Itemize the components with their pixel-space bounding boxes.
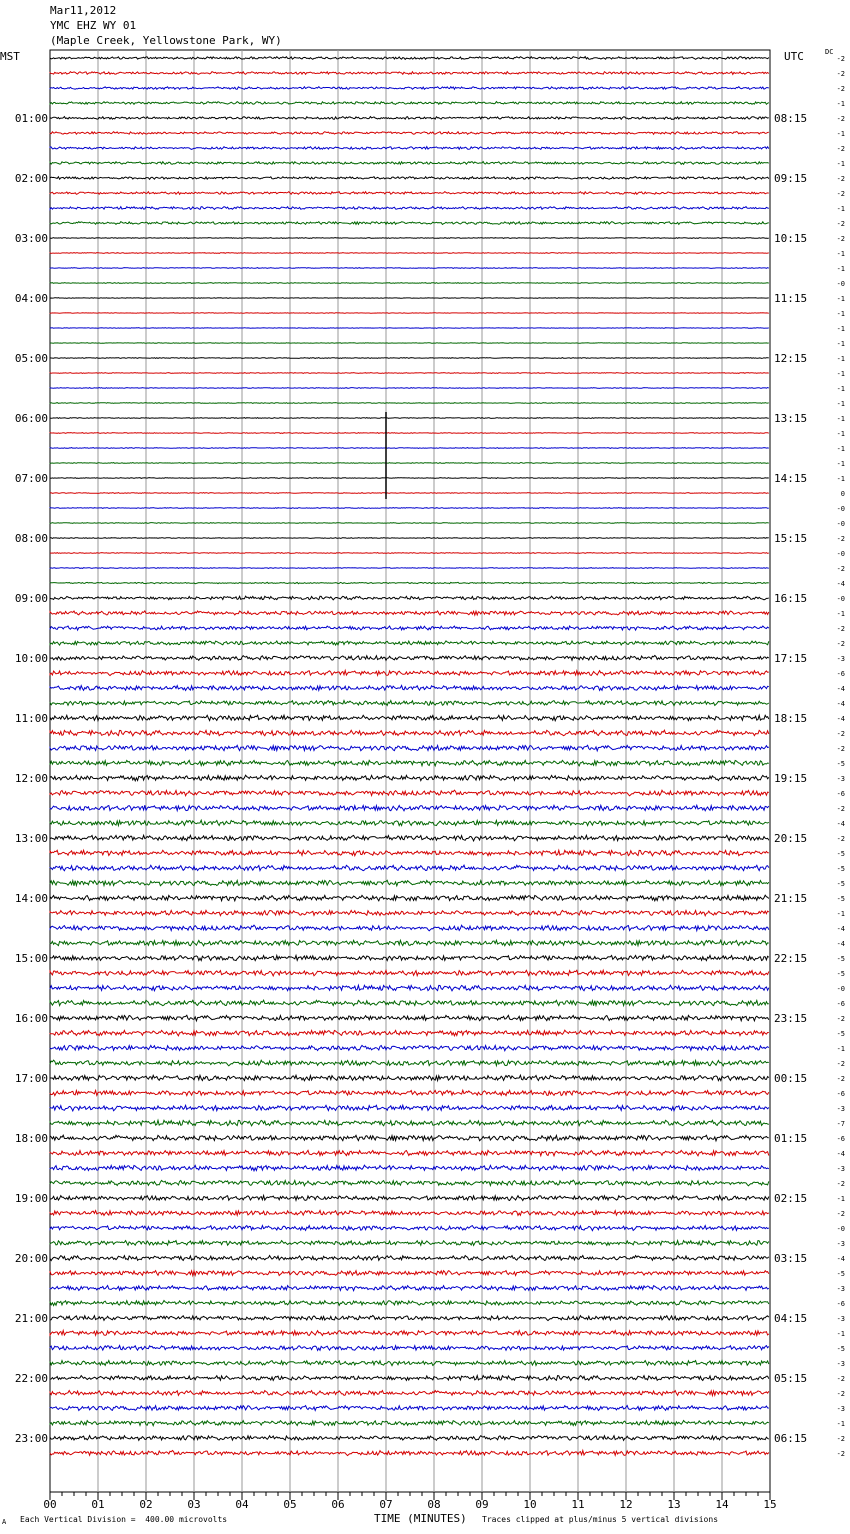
dc-offset-label: -3 bbox=[836, 1165, 845, 1173]
seismic-trace bbox=[50, 57, 769, 60]
dc-offset-label: -6 bbox=[836, 790, 845, 798]
seismic-trace bbox=[50, 538, 769, 539]
seismic-trace bbox=[50, 1150, 769, 1155]
left-hour-label: 02:00 bbox=[14, 172, 48, 185]
dc-offset-label: -3 bbox=[836, 775, 845, 783]
dc-offset-label: -1 bbox=[836, 160, 845, 168]
seismic-trace bbox=[50, 1135, 769, 1141]
x-tick-label: 14 bbox=[715, 1498, 729, 1511]
right-hour-label: 22:15 bbox=[774, 952, 808, 965]
dc-offset-label: -1 bbox=[836, 385, 845, 393]
dc-offset-label: -4 bbox=[836, 820, 845, 828]
dc-offset-label: -3 bbox=[836, 1105, 845, 1113]
dc-offset-label: -1 bbox=[836, 910, 845, 918]
dc-offset-label: -2 bbox=[836, 85, 845, 93]
dc-offset-label: -1 bbox=[836, 1045, 845, 1053]
left-hour-label: 08:00 bbox=[14, 532, 48, 545]
seismic-trace bbox=[50, 358, 769, 359]
seismic-trace bbox=[50, 1331, 769, 1336]
dc-offset-label: -2 bbox=[836, 625, 845, 633]
left-hour-label: 09:00 bbox=[14, 592, 48, 605]
dc-offset-label: -2 bbox=[836, 1060, 845, 1068]
left-hour-label: 23:00 bbox=[14, 1432, 48, 1445]
dc-offset-label: -2 bbox=[836, 235, 845, 243]
left-hour-label: 12:00 bbox=[14, 772, 48, 785]
seismic-trace bbox=[50, 1000, 769, 1006]
right-hour-label: 06:15 bbox=[774, 1432, 808, 1445]
seismic-trace bbox=[50, 730, 769, 736]
dc-offset-label: -1 bbox=[836, 1330, 845, 1338]
seismic-trace bbox=[50, 1376, 769, 1381]
dc-offset-label: -4 bbox=[836, 715, 845, 723]
right-hour-label: 13:15 bbox=[774, 412, 808, 425]
seismic-trace bbox=[50, 403, 769, 404]
seismic-trace bbox=[50, 478, 769, 479]
dc-offset-label: -2 bbox=[836, 1375, 845, 1383]
dc-offset-label: -4 bbox=[836, 700, 845, 708]
left-hour-label: 01:00 bbox=[14, 112, 48, 125]
left-hour-label: 06:00 bbox=[14, 412, 48, 425]
dc-offset-label: -0 bbox=[836, 280, 845, 288]
seismic-trace bbox=[50, 820, 769, 825]
x-tick-label: 06 bbox=[331, 1498, 345, 1511]
dc-offset-label: -2 bbox=[836, 730, 845, 738]
dc-offset-label: -2 bbox=[836, 1390, 845, 1398]
dc-offset-label: -1 bbox=[836, 445, 845, 453]
right-hour-label: 20:15 bbox=[774, 832, 808, 845]
seismic-trace bbox=[50, 1045, 769, 1050]
x-tick-label: 15 bbox=[763, 1498, 777, 1511]
right-hour-label: 01:15 bbox=[774, 1132, 808, 1145]
dc-offset-label: -2 bbox=[836, 220, 845, 228]
dc-offset-label: -2 bbox=[836, 70, 845, 78]
dc-offset-label: -1 bbox=[836, 400, 845, 408]
seismic-trace bbox=[50, 162, 769, 165]
dc-offset-label: -0 bbox=[836, 520, 845, 528]
dc-offset-label: -1 bbox=[836, 460, 845, 468]
seismic-trace bbox=[50, 835, 769, 841]
seismic-trace bbox=[50, 192, 769, 195]
dc-offset-label: -2 bbox=[836, 1180, 845, 1188]
right-hour-label: 05:15 bbox=[774, 1372, 808, 1385]
seismic-trace bbox=[50, 102, 769, 105]
dc-offset-label: -2 bbox=[836, 835, 845, 843]
dc-offset-label: -6 bbox=[836, 1135, 845, 1143]
seismic-trace bbox=[50, 715, 769, 720]
seismic-trace bbox=[50, 132, 769, 135]
right-hour-label: 15:15 bbox=[774, 532, 808, 545]
dc-offset-label: -1 bbox=[836, 1420, 845, 1428]
x-tick-label: 01 bbox=[91, 1498, 105, 1511]
dc-offset-label: -2 bbox=[836, 1210, 845, 1218]
right-hour-label: 00:15 bbox=[774, 1072, 808, 1085]
seismic-trace bbox=[50, 1165, 769, 1171]
dc-offset-label: -0 bbox=[836, 985, 845, 993]
plot-date: Mar11,2012 bbox=[50, 4, 117, 17]
dc-offset-label: -4 bbox=[836, 580, 845, 588]
seismic-trace bbox=[50, 553, 769, 554]
seismic-trace bbox=[50, 582, 769, 583]
dc-offset-label: -1 bbox=[836, 325, 845, 333]
seismic-trace bbox=[50, 1226, 769, 1231]
seismic-trace bbox=[50, 1196, 769, 1201]
dc-offset-label: -7 bbox=[836, 1120, 845, 1128]
seismic-trace bbox=[50, 671, 769, 676]
seismic-trace bbox=[50, 1316, 769, 1321]
seismic-trace bbox=[50, 87, 769, 90]
seismic-trace bbox=[50, 1286, 769, 1291]
left-hour-label: 19:00 bbox=[14, 1192, 48, 1205]
seismic-trace bbox=[50, 1211, 769, 1216]
x-tick-label: 09 bbox=[475, 1498, 489, 1511]
dc-offset-label: -2 bbox=[836, 190, 845, 198]
dc-offset-label: -4 bbox=[836, 925, 845, 933]
seismic-trace bbox=[50, 1301, 769, 1306]
dc-offset-label: -5 bbox=[836, 895, 845, 903]
dc-offset-label: -2 bbox=[836, 1075, 845, 1083]
seismic-trace bbox=[50, 388, 769, 389]
seismic-trace bbox=[50, 880, 769, 886]
dc-offset-label: -1 bbox=[836, 130, 845, 138]
dc-offset-label: -5 bbox=[836, 1030, 845, 1038]
seismic-trace bbox=[50, 1075, 769, 1081]
x-axis-title: TIME (MINUTES) bbox=[374, 1512, 467, 1525]
right-hour-label: 21:15 bbox=[774, 892, 808, 905]
seismic-trace bbox=[50, 611, 769, 615]
right-hour-label: 14:15 bbox=[774, 472, 808, 485]
dc-offset-label: -6 bbox=[836, 670, 845, 678]
seismic-trace bbox=[50, 910, 769, 915]
seismic-trace bbox=[50, 1105, 769, 1111]
dc-offset-label: -1 bbox=[836, 295, 845, 303]
left-hour-label: 10:00 bbox=[14, 652, 48, 665]
right-hour-label: 19:15 bbox=[774, 772, 808, 785]
dc-offset-label: -2 bbox=[836, 640, 845, 648]
right-hour-label: 03:15 bbox=[774, 1252, 808, 1265]
seismic-trace bbox=[50, 626, 769, 630]
seismic-trace bbox=[50, 448, 769, 449]
seismic-trace bbox=[50, 1436, 769, 1441]
dc-offset-label: -1 bbox=[836, 610, 845, 618]
seismic-trace bbox=[50, 1346, 769, 1351]
dc-offset-label: -2 bbox=[836, 145, 845, 153]
seismic-trace bbox=[50, 313, 769, 314]
x-tick-label: 12 bbox=[619, 1498, 633, 1511]
dc-offset-label: -2 bbox=[836, 565, 845, 573]
seismic-trace bbox=[50, 1391, 769, 1396]
x-tick-label: 05 bbox=[283, 1498, 297, 1511]
dc-offset-label: -3 bbox=[836, 1360, 845, 1368]
seismic-trace bbox=[50, 1271, 769, 1276]
seismic-trace bbox=[50, 433, 769, 434]
dc-offset-label: -5 bbox=[836, 970, 845, 978]
left-hour-label: 20:00 bbox=[14, 1252, 48, 1265]
right-hour-label: 09:15 bbox=[774, 172, 808, 185]
dc-offset-label: -3 bbox=[836, 1405, 845, 1413]
dc-offset-label: -0 bbox=[836, 550, 845, 558]
seismic-trace bbox=[50, 298, 769, 299]
dc-offset-label: -4 bbox=[836, 1255, 845, 1263]
dc-offset-label: -6 bbox=[836, 1300, 845, 1308]
left-hour-label: 15:00 bbox=[14, 952, 48, 965]
x-tick-label: 02 bbox=[139, 1498, 153, 1511]
seismic-trace bbox=[50, 985, 769, 991]
dc-offset-label: -2 bbox=[836, 55, 845, 63]
dc-offset-label: -1 bbox=[836, 100, 845, 108]
seismic-trace bbox=[50, 1180, 769, 1186]
seismic-trace bbox=[50, 493, 769, 494]
right-hour-label: 18:15 bbox=[774, 712, 808, 725]
seismic-trace bbox=[50, 1256, 769, 1261]
seismic-trace bbox=[50, 895, 769, 901]
left-hour-label: 18:00 bbox=[14, 1132, 48, 1145]
seismic-trace bbox=[50, 568, 769, 569]
seismic-trace bbox=[50, 940, 769, 946]
dc-offset-label: -5 bbox=[836, 1270, 845, 1278]
seismic-trace bbox=[50, 955, 769, 960]
dc-offset-label: -5 bbox=[836, 865, 845, 873]
seismic-trace bbox=[50, 790, 769, 796]
dc-offset-label: -3 bbox=[836, 655, 845, 663]
dc-offset-label: -1 bbox=[836, 430, 845, 438]
dc-offset-label: -2 bbox=[836, 1450, 845, 1458]
dc-offset-label: -3 bbox=[836, 1285, 845, 1293]
dc-offset-label: -3 bbox=[836, 1240, 845, 1248]
seismic-trace bbox=[50, 1241, 769, 1246]
seismic-trace bbox=[50, 596, 769, 600]
seismic-trace bbox=[50, 222, 769, 225]
dc-offset-label: -1 bbox=[836, 205, 845, 213]
dc-offset-label: -0 bbox=[836, 1225, 845, 1233]
dc-offset-label: -5 bbox=[836, 955, 845, 963]
dc-offset-label: 0 bbox=[840, 490, 845, 498]
right-hour-label: 11:15 bbox=[774, 292, 808, 305]
seismic-trace bbox=[50, 1015, 769, 1021]
dc-offset-label: -5 bbox=[836, 880, 845, 888]
dc-offset-label: -4 bbox=[836, 940, 845, 948]
dc-offset-label: -5 bbox=[836, 1345, 845, 1353]
right-hour-label: 17:15 bbox=[774, 652, 808, 665]
x-tick-label: 03 bbox=[187, 1498, 201, 1511]
dc-offset-label: -1 bbox=[836, 1195, 845, 1203]
seismic-trace bbox=[50, 147, 769, 150]
left-hour-label: 11:00 bbox=[14, 712, 48, 725]
left-hour-label: 21:00 bbox=[14, 1312, 48, 1325]
dc-offset-label: -1 bbox=[836, 370, 845, 378]
dc-offset-label: -5 bbox=[836, 760, 845, 768]
seismic-trace bbox=[50, 373, 769, 374]
dc-offset-label: -3 bbox=[836, 1315, 845, 1323]
seismic-trace bbox=[50, 418, 769, 419]
left-hour-label: 13:00 bbox=[14, 832, 48, 845]
left-timezone: MST bbox=[0, 50, 20, 63]
seismic-trace bbox=[50, 745, 769, 751]
seismic-trace bbox=[50, 760, 769, 765]
left-hour-label: 14:00 bbox=[14, 892, 48, 905]
seismic-trace bbox=[50, 970, 769, 976]
seismic-trace bbox=[50, 328, 769, 329]
x-tick-label: 04 bbox=[235, 1498, 249, 1511]
dc-offset-label: -1 bbox=[836, 250, 845, 258]
right-hour-label: 12:15 bbox=[774, 352, 808, 365]
seismic-trace bbox=[50, 343, 769, 344]
seismic-trace bbox=[50, 463, 769, 464]
right-hour-label: 04:15 bbox=[774, 1312, 808, 1325]
seismic-trace bbox=[50, 508, 769, 509]
dc-offset-label: -6 bbox=[836, 1000, 845, 1008]
station-location: (Maple Creek, Yellowstone Park, WY) bbox=[50, 34, 282, 47]
seismic-trace bbox=[50, 238, 769, 239]
right-timezone: UTC bbox=[784, 50, 804, 63]
seismic-trace bbox=[50, 701, 769, 706]
seismic-trace bbox=[50, 253, 769, 254]
seismic-trace bbox=[50, 1060, 769, 1066]
seismic-trace bbox=[50, 283, 769, 284]
seismic-trace bbox=[50, 1451, 769, 1456]
left-hour-label: 04:00 bbox=[14, 292, 48, 305]
dc-offset-label: -2 bbox=[836, 535, 845, 543]
seismic-trace bbox=[50, 805, 769, 811]
seismic-trace bbox=[50, 775, 769, 781]
right-hour-label: 02:15 bbox=[774, 1192, 808, 1205]
dc-offset-label: -1 bbox=[836, 355, 845, 363]
left-hour-label: 22:00 bbox=[14, 1372, 48, 1385]
x-tick-label: 08 bbox=[427, 1498, 441, 1511]
seismic-trace bbox=[50, 117, 769, 120]
seismic-trace bbox=[50, 1361, 769, 1366]
right-hour-label: 10:15 bbox=[774, 232, 808, 245]
dc-offset-label: -2 bbox=[836, 115, 845, 123]
right-hour-label: 16:15 bbox=[774, 592, 808, 605]
left-hour-label: 05:00 bbox=[14, 352, 48, 365]
seismic-trace bbox=[50, 686, 769, 691]
dc-offset-label: -1 bbox=[836, 415, 845, 423]
dc-offset-label: -1 bbox=[836, 265, 845, 273]
left-hour-label: 03:00 bbox=[14, 232, 48, 245]
seismic-trace bbox=[50, 850, 769, 856]
clip-note: Traces clipped at plus/minus 5 vertical divisions bbox=[482, 1515, 719, 1524]
station-code: YMC EHZ WY 01 bbox=[50, 19, 137, 32]
x-tick-label: 00 bbox=[43, 1498, 57, 1511]
seismic-trace bbox=[50, 1421, 769, 1426]
seismic-trace bbox=[50, 1030, 769, 1036]
corner-mark: A bbox=[2, 1518, 7, 1526]
dc-offset-label: -1 bbox=[836, 310, 845, 318]
dc-offset-label: -2 bbox=[836, 175, 845, 183]
left-hour-label: 07:00 bbox=[14, 472, 48, 485]
dc-offset-label: -0 bbox=[836, 505, 845, 513]
x-tick-label: 13 bbox=[667, 1498, 681, 1511]
dc-offset-label: -2 bbox=[836, 1015, 845, 1023]
seismic-trace bbox=[50, 1120, 769, 1126]
dc-header: DC bbox=[825, 48, 834, 56]
dc-offset-label: -1 bbox=[836, 340, 845, 348]
seismic-trace bbox=[50, 1406, 769, 1411]
dc-offset-label: -0 bbox=[836, 595, 845, 603]
dc-offset-label: -2 bbox=[836, 745, 845, 753]
dc-offset-label: -1 bbox=[836, 475, 845, 483]
dc-offset-label: -5 bbox=[836, 850, 845, 858]
x-tick-label: 07 bbox=[379, 1498, 393, 1511]
dc-offset-label: -4 bbox=[836, 685, 845, 693]
dc-offset-label: -2 bbox=[836, 1435, 845, 1443]
left-hour-label: 17:00 bbox=[14, 1072, 48, 1085]
dc-offset-label: -6 bbox=[836, 1090, 845, 1098]
seismic-trace bbox=[50, 523, 769, 524]
right-hour-label: 08:15 bbox=[774, 112, 808, 125]
seismic-trace bbox=[50, 656, 769, 661]
seismic-trace bbox=[50, 72, 769, 75]
scale-note: Each Vertical Division = 400.00 microvolts bbox=[20, 1515, 228, 1524]
seismic-trace bbox=[50, 925, 769, 931]
seismic-trace bbox=[50, 641, 769, 645]
left-hour-label: 16:00 bbox=[14, 1012, 48, 1025]
seismic-trace bbox=[50, 865, 769, 871]
seismic-trace bbox=[50, 207, 769, 210]
dc-offset-label: -2 bbox=[836, 805, 845, 813]
seismic-trace bbox=[50, 1090, 769, 1095]
seismic-trace bbox=[50, 177, 769, 180]
right-hour-label: 23:15 bbox=[774, 1012, 808, 1025]
dc-offset-label: -4 bbox=[836, 1150, 845, 1158]
x-tick-label: 10 bbox=[523, 1498, 537, 1511]
seismic-trace bbox=[50, 268, 769, 269]
x-tick-label: 11 bbox=[571, 1498, 585, 1511]
